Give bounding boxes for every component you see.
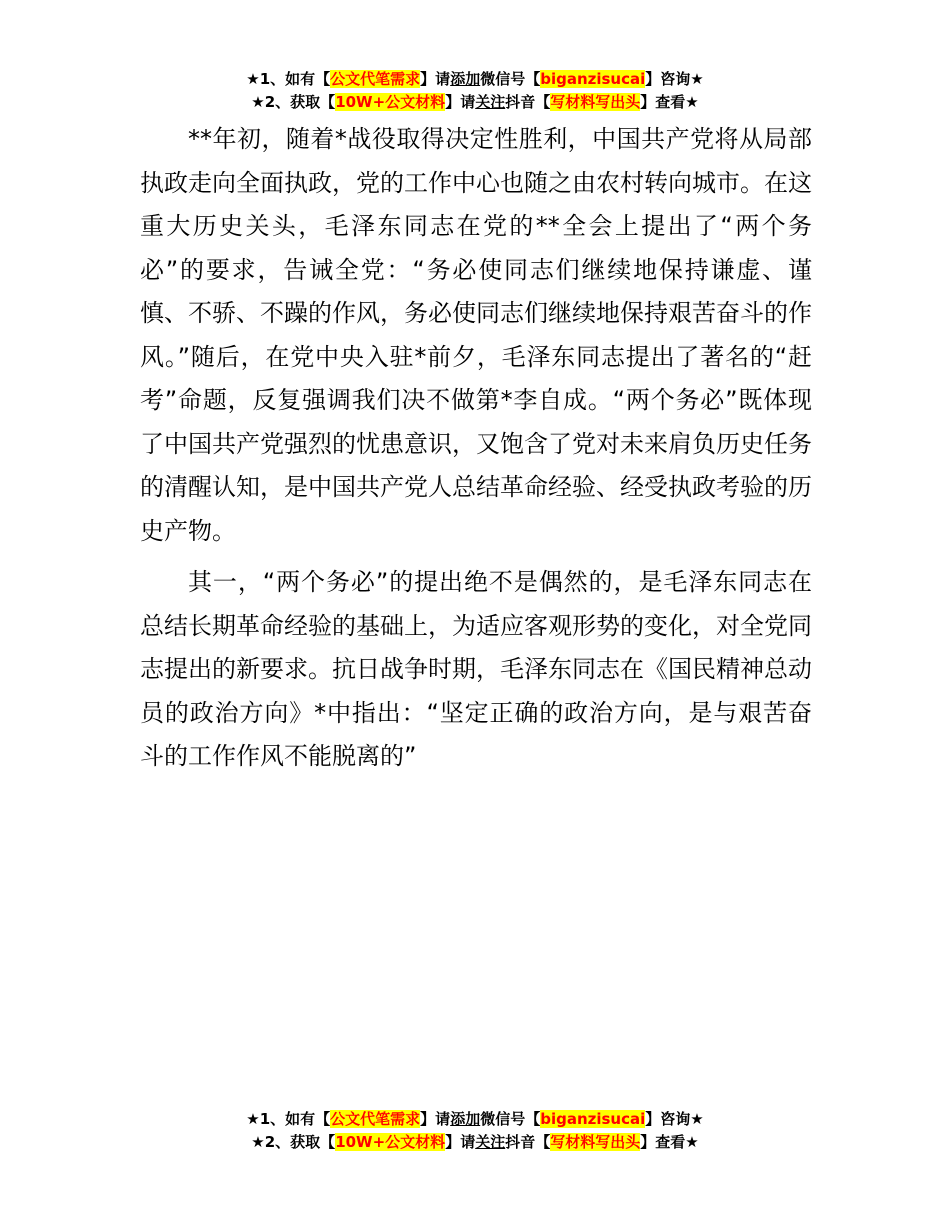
promo-line2-mid2: 抖音【 [505, 93, 551, 111]
promo-line2-suffix: 】查看★ [640, 93, 699, 111]
promo-line-1 [0, 68, 950, 91]
footer-promo-line-1 [0, 1108, 950, 1131]
document-body [140, 118, 812, 787]
footer-line2-suffix: 】查看★ [640, 1133, 699, 1151]
footer-line2-mid2: 抖音【 [505, 1133, 551, 1151]
promo-line2-underlined: 关注 [475, 93, 506, 111]
promo-line1-mid2: 微信号【 [480, 70, 541, 88]
promo-line1-highlight-service: 公文代笔需求 [330, 70, 421, 88]
footer-line2-highlight-douyin: 写材料写出头 [550, 1133, 641, 1151]
footer-line1-mid2: 微信号【 [480, 1110, 541, 1128]
promo-line1-highlight-wechat-id: biganzisucai [540, 70, 646, 88]
footer-line1-highlight-wechat-id: biganzisucai [540, 1110, 646, 1128]
footer-line2-highlight-materials: 10W+公文材料 [335, 1133, 446, 1151]
promo-line2-highlight-douyin: 写材料写出头 [550, 93, 641, 111]
promo-line2-prefix: ★2、获取【 [251, 93, 336, 111]
footer-line1-underlined: 添加 [450, 1110, 481, 1128]
footer-line1-highlight-service: 公文代笔需求 [330, 1110, 421, 1128]
footer-line2-prefix: ★2、获取【 [251, 1133, 336, 1151]
footer-promo-line-2 [0, 1131, 950, 1154]
header-promo [0, 68, 950, 114]
footer-line2-mid: 】请 [445, 1133, 476, 1151]
promo-line1-suffix: 】咨询★ [645, 70, 704, 88]
promo-line2-mid: 】请 [445, 93, 476, 111]
promo-line1-prefix: ★1、如有【 [246, 70, 331, 88]
footer-line2-underlined: 关注 [475, 1133, 506, 1151]
paragraph-1: **年初，随着*战役取得决定性胜利，中国共产党将从局部执政走向全面执政，党的工作中心也随之由农村转向城市。在这重大历史关头，毛泽东同志在党的**全会上提出了“两个务必”的要求，告诫全党：“务必使同志们继续地保持谦虚、谨慎、不骄、不躁的作风，务必使同志们继续地保持艰苦奋斗的作风。”随后，在党中央入驻*前夕，毛泽东同志提出了著名的“赶考”命题，反复强调我们决不做第*李自成。“两个务必”既体现了中国共产党强烈的忧患意识，又饱含了党对未来肩负历史任务的清醒认知，是中国共产党人总结革命经验、经受执政考验的历史产物。 [140, 125, 812, 545]
footer-line1-prefix: ★1、如有【 [246, 1110, 331, 1128]
footer-line1-mid: 】请 [420, 1110, 451, 1128]
promo-line-2 [0, 91, 950, 114]
promo-line2-highlight-materials: 10W+公文材料 [335, 93, 446, 111]
footer-promo [0, 1108, 950, 1154]
paragraph-2: 其一，“两个务必”的提出绝不是偶然的，是毛泽东同志在总结长期革命经验的基础上，为适应客观形势的变化，对全党同志提出的新要求。抗日战争时期，毛泽东同志在《国民精神总动员的政治方向》*中指出：“坚定正确的政治方向，是与艰苦奋斗的工作作风不能脱离的” [140, 568, 812, 770]
promo-line1-underlined: 添加 [450, 70, 481, 88]
promo-line1-mid: 】请 [420, 70, 451, 88]
footer-line1-suffix: 】咨询★ [645, 1110, 704, 1128]
